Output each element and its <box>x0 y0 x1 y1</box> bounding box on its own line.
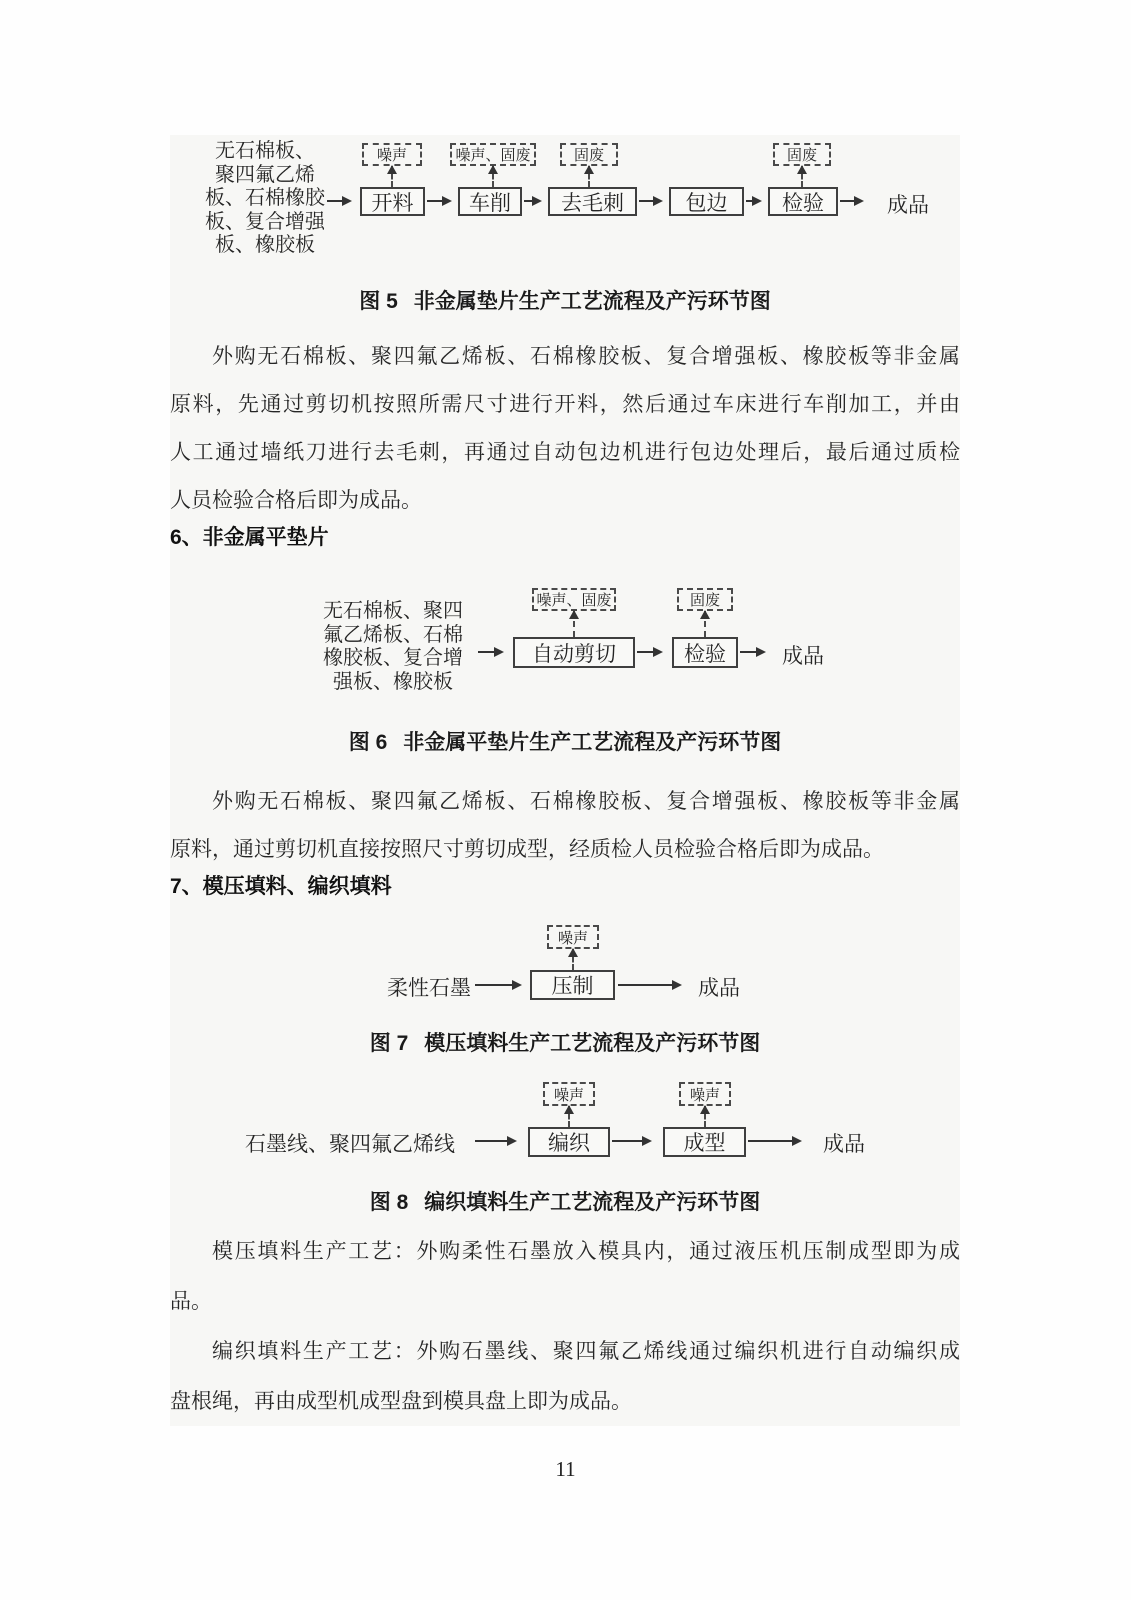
fig5-materials-line: 板、复合增强 <box>205 210 325 233</box>
figure-8-caption-text: 编织填料生产工艺流程及产污环节图 <box>424 1191 761 1214</box>
fig5-output-label: 成品 <box>887 193 929 217</box>
fig5-materials-line: 板、石棉橡胶 <box>205 187 325 209</box>
dashed-arrow-up-icon <box>704 611 706 637</box>
fig8-pollution-box-noise: 噪声 <box>543 1082 595 1106</box>
dashed-arrow-up-icon <box>568 1106 570 1127</box>
fig6-materials-line: 氟乙烯板、石棉 <box>323 623 463 646</box>
flow-arrow-icon <box>612 1140 650 1142</box>
figure-7-caption <box>170 1030 960 1058</box>
fig5-process-box-edging: 包边 <box>669 187 744 216</box>
flow-arrow-icon <box>639 200 661 202</box>
fig8-input-label: 石墨线、聚四氟乙烯线 <box>245 1132 455 1156</box>
dashed-arrow-up-icon <box>704 1106 706 1127</box>
figure-6-caption-text: 非金属平垫片生产工艺流程及产污环节图 <box>403 731 782 754</box>
fig6-materials-line: 强板、橡胶板 <box>333 670 453 693</box>
fig5-process-box-turning: 车削 <box>458 187 522 216</box>
section-heading-7: 7、模压填料、编织填料 <box>170 875 392 898</box>
fig6-process-box-auto-shearing: 自动剪切 <box>513 637 635 668</box>
fig8-pollution-box-noise: 噪声 <box>679 1082 731 1106</box>
fig6-input-materials <box>318 600 468 694</box>
fig5-process-box-cutting: 开料 <box>360 187 425 216</box>
flow-arrow-icon <box>427 200 450 202</box>
figure-5-flowchart <box>170 135 960 280</box>
fig5-pollution-box-solidwaste: 固废 <box>773 143 831 166</box>
figure-7-caption-text: 模压填料生产工艺流程及产污环节图 <box>424 1032 761 1055</box>
figure-8-caption <box>170 1189 960 1217</box>
paragraph-line: 人工通过墙纸刀进行去毛刺，再通过自动包边机进行包边处理后，最后通过质检 <box>170 440 960 464</box>
paragraph-line: 原料，先通过剪切机按照所需尺寸进行开料，然后通过车床进行车削加工，并由 <box>170 392 960 416</box>
flow-arrow-icon <box>475 984 520 986</box>
dashed-arrow-up-icon <box>391 166 393 187</box>
fig6-pollution-box-noise-solidwaste: 噪声、固废 <box>532 588 616 611</box>
flow-arrow-icon <box>748 1140 800 1142</box>
fig5-materials-line: 板、橡胶板 <box>215 234 315 256</box>
fig7-process-box-pressing: 压制 <box>530 970 615 1000</box>
flow-arrow-icon <box>524 200 540 202</box>
fig8-process-box-braiding: 编织 <box>528 1127 610 1157</box>
dashed-arrow-up-icon <box>588 166 590 187</box>
fig5-materials-line: 聚四氟乙烯 <box>215 163 315 186</box>
figure-6-caption-number: 图 6 <box>348 731 388 754</box>
figure-5-caption-number: 图 5 <box>359 290 398 313</box>
fig5-pollution-box-noise-solidwaste: 噪声、固废 <box>450 143 536 166</box>
fig6-output-label: 成品 <box>782 644 824 668</box>
flow-arrow-icon <box>478 651 502 653</box>
figure-8-flowchart <box>170 1064 960 1164</box>
figure-5-caption-text: 非金属垫片生产工艺流程及产污环节图 <box>413 290 771 313</box>
paragraph-line: 编织填料生产工艺：外购石墨线、聚四氟乙烯线通过编织机进行自动编织成 <box>212 1339 960 1363</box>
fig6-pollution-box-solidwaste: 固废 <box>677 588 733 611</box>
fig5-process-box-deburring: 去毛刺 <box>548 187 637 216</box>
fig7-input-label: 柔性石墨 <box>387 976 471 1000</box>
dashed-arrow-up-icon <box>572 949 574 970</box>
fig6-process-box-inspection: 检验 <box>672 637 738 668</box>
paragraph-molded-packing-process <box>170 1226 960 1326</box>
flow-arrow-icon <box>746 200 760 202</box>
fig8-output-label: 成品 <box>823 1132 865 1156</box>
paragraph-flat-gasket-process <box>170 777 960 873</box>
figure-6-flowchart <box>170 564 960 709</box>
section-heading-6: 6、非金属平垫片 <box>170 526 329 549</box>
fig5-input-materials <box>200 140 330 258</box>
fig5-materials-line: 无石棉板、 <box>215 140 315 162</box>
document-content-column <box>170 135 960 1426</box>
fig5-process-box-inspection: 检验 <box>768 187 838 216</box>
fig8-process-box-forming: 成型 <box>663 1127 746 1157</box>
figure-7-caption-number: 图 7 <box>369 1032 409 1055</box>
paragraph-line: 外购无石棉板、聚四氟乙烯板、石棉橡胶板、复合增强板、橡胶板等非金属 <box>212 344 960 368</box>
flow-arrow-icon <box>618 984 680 986</box>
paragraph-gasket-process <box>170 332 960 524</box>
fig6-materials-line: 无石棉板、聚四 <box>323 600 463 622</box>
page-number: 11 <box>555 1457 576 1481</box>
paragraph-line: 原料，通过剪切机直接按照尺寸剪切成型，经质检人员检验合格后即为成品。 <box>170 837 884 861</box>
dashed-arrow-up-icon <box>573 611 575 637</box>
flow-arrow-icon <box>637 651 661 653</box>
figure-5-caption <box>170 288 960 316</box>
fig5-pollution-box-solidwaste: 固废 <box>560 143 618 166</box>
paragraph-line: 品。 <box>170 1289 212 1313</box>
flow-arrow-icon <box>840 200 862 202</box>
flow-arrow-icon <box>740 651 764 653</box>
paragraph-line: 模压填料生产工艺：外购柔性石墨放入模具内，通过液压机压制成型即为成 <box>212 1239 960 1263</box>
paragraph-braided-packing-process <box>170 1326 960 1426</box>
paragraph-line: 外购无石棉板、聚四氟乙烯板、石棉橡胶板、复合增强板、橡胶板等非金属 <box>212 789 960 813</box>
dashed-arrow-up-icon <box>492 166 494 187</box>
figure-6-caption <box>170 729 960 757</box>
fig7-pollution-box-noise: 噪声 <box>547 925 599 949</box>
fig7-output-label: 成品 <box>698 976 740 1000</box>
dashed-arrow-up-icon <box>801 166 803 187</box>
figure-8-caption-number: 图 8 <box>369 1191 409 1214</box>
figure-7-flowchart <box>170 904 960 1014</box>
paragraph-line: 人员检验合格后即为成品。 <box>170 488 422 512</box>
flow-arrow-icon <box>475 1140 515 1142</box>
fig6-materials-line: 橡胶板、复合增 <box>323 647 463 669</box>
fig5-pollution-box-noise: 噪声 <box>362 143 422 166</box>
paragraph-line: 盘根绳，再由成型机成型盘到模具盘上即为成品。 <box>170 1389 632 1413</box>
flow-arrow-icon <box>327 200 350 202</box>
